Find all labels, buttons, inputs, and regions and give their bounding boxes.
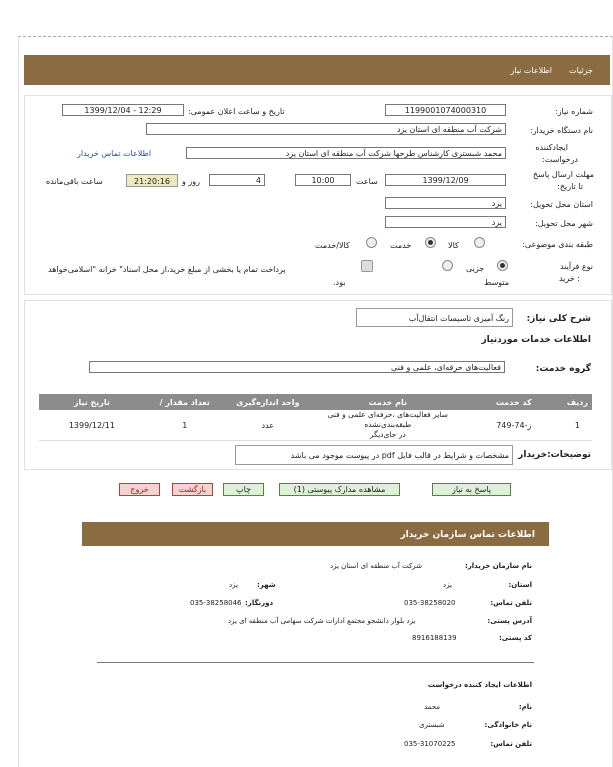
announce-date-field: 1399/12/04 - 12:29 <box>62 104 184 116</box>
creator-label-line2: درخواست: <box>542 155 578 164</box>
deadline-label-line2: تا تاریخ: <box>557 182 583 191</box>
left-border <box>18 36 19 767</box>
process-medium-label: متوسط <box>484 278 510 287</box>
cell-date: 1399/12/11 <box>39 410 145 441</box>
contact-address-value: یزد بلوار دانشجو مجتمع ادارات شرکت سهامی آب منطقه ای یزد <box>228 617 416 625</box>
creator-phone: 035-31070225 <box>404 740 456 748</box>
cell-name-line1: سایر فعالیت‌های ،حرفه‌ای علمی و فنی طبقه‌بندی‌نشده <box>327 410 448 429</box>
creator-last-name-label: نام خانوادگی: <box>484 721 532 729</box>
reply-button[interactable]: پاسخ به نیاز <box>432 483 511 496</box>
print-button[interactable]: چاپ <box>223 483 264 496</box>
category-service-radio[interactable] <box>425 237 436 248</box>
contact-province-label: استان: <box>508 581 532 589</box>
category-service-label: خدمت <box>390 241 412 250</box>
payment-note-line2: بود. <box>333 278 346 287</box>
deadline-date-field: 1399/12/09 <box>385 174 506 186</box>
need-description-field: رنگ آمیزی تاسیسات انتقال‌آب <box>356 308 513 327</box>
category-goods-service-radio[interactable] <box>366 237 377 248</box>
contact-header <box>82 522 549 546</box>
contact-phone-value: 035-38258020 <box>404 599 456 607</box>
category-goods-radio[interactable] <box>474 237 485 248</box>
col-unit: واحد اندازه‌گیری <box>225 394 311 410</box>
treasury-payment-checkbox[interactable] <box>361 260 373 272</box>
process-label-line2: : خرید <box>558 274 580 283</box>
process-medium-radio[interactable] <box>442 260 453 271</box>
remaining-time-label: ساعت باقی‌مانده <box>46 177 103 186</box>
exit-button[interactable]: خروج <box>119 483 160 496</box>
contact-org-label: نام سازمان خریدار: <box>464 562 532 570</box>
creator-phone-label: تلفن تماس: <box>490 740 532 748</box>
process-partial-label: جزیی <box>466 264 485 273</box>
service-group-label: گروه خدمت: <box>535 364 591 374</box>
contact-city-value: یزد <box>229 581 238 589</box>
services-heading: اطلاعات خدمات موردنیاز <box>481 335 591 345</box>
creator-field: محمد شبستری کارشناس طرحها شرکت آب منطقه ای استان یزد <box>186 147 506 159</box>
cell-row: 1 <box>563 410 592 441</box>
col-name: نام خدمت <box>311 394 465 410</box>
header-bar <box>24 55 610 85</box>
cell-unit: عدد <box>225 410 311 441</box>
contact-fax-label: دورنگار: <box>245 599 274 607</box>
announce-date-label: تاریخ و ساعت اعلان عمومی: <box>188 107 285 116</box>
buyer-org-field: شرکت آب منطقه ای استان یزد <box>146 123 506 135</box>
contact-province-value: یزد <box>443 581 452 589</box>
process-partial-radio[interactable] <box>497 260 508 271</box>
cell-qty: 1 <box>145 410 225 441</box>
col-code: کد خدمت <box>465 394 563 410</box>
contact-divider <box>97 662 534 663</box>
table-header-row <box>39 394 592 410</box>
deadline-time-label: ساعت <box>356 177 378 186</box>
city-field: یزد <box>385 216 506 228</box>
need-number-label: شماره نیاز: <box>555 107 593 116</box>
contact-org-value: شرکت آب منطقه ای استان یزد <box>330 562 423 570</box>
col-qty: تعداد مقدار / <box>145 394 225 410</box>
need-description-label: شرح کلی نیاز: <box>526 314 591 324</box>
category-goods-label: کالا <box>448 241 459 250</box>
category-goods-service-label: کالا/خدمت <box>315 241 350 250</box>
process-label-line1: نوع فرآیند <box>560 262 593 271</box>
buyer-org-label: نام دستگاه خریدار: <box>530 126 593 135</box>
payment-note-line1: پرداخت تمام یا بخشی از مبلغ خرید،از محل اسناد" خزانه "اسلامی‌خواهد <box>48 265 286 274</box>
province-label: استان محل تحویل: <box>530 200 593 209</box>
attachments-button[interactable]: مشاهده مدارک پیوستی (1) <box>279 483 400 496</box>
service-group-field: فعالیت‌های حرفه‌ای، علمی و فنی <box>89 361 505 373</box>
creator-first-name-label: نام: <box>518 703 532 711</box>
contact-address-label: آدرس پستی: <box>487 617 532 625</box>
buyer-notes-label: توضیحات:خریدار <box>518 450 591 460</box>
tab-need-info[interactable]: اطلاعات نیاز <box>510 66 552 75</box>
category-label: طبقه بندی موضوعی: <box>522 240 593 249</box>
back-button[interactable]: بازگشت <box>172 483 213 496</box>
creator-label-line1: ایجادکننده <box>535 143 568 152</box>
contact-fax-value: 035-38258046 <box>190 599 242 607</box>
creator-last-name: شبستری <box>419 721 445 729</box>
tab-details[interactable]: جزئیات <box>569 66 593 75</box>
need-number-field: 1199001074000310 <box>385 104 506 116</box>
city-label: شهر محل تحویل: <box>535 219 593 228</box>
cell-name-line2: در جای‌دیگر <box>369 430 406 439</box>
cell-code: ز-74-749 <box>465 410 563 441</box>
col-date: تاریخ نیاز <box>39 394 145 410</box>
creator-first-name: محمد <box>424 703 440 711</box>
contact-postal-label: کد پستی: <box>498 634 532 642</box>
contact-postal-value: 8916188139 <box>412 634 457 642</box>
col-row: ردیف <box>563 394 592 410</box>
contact-heading: اطلاعات تماس سازمان خریدار <box>400 530 535 540</box>
province-field: یزد <box>385 197 506 209</box>
top-divider <box>18 36 613 37</box>
creator-info-heading: اطلاعات ایجاد کننده درخواست <box>427 681 532 689</box>
contact-city-label: شهر: <box>257 581 276 589</box>
buyer-contact-link[interactable]: اطلاعات تماس خریدار <box>77 149 152 158</box>
deadline-time-field: 10:00 <box>295 174 351 186</box>
days-remaining-field: 4 <box>209 174 265 186</box>
deadline-label-line1: مهلت ارسال پاسخ <box>532 170 594 179</box>
contact-phone-label: تلفن تماس: <box>490 599 532 607</box>
days-label: روز و <box>182 177 200 186</box>
cell-name <box>311 410 465 441</box>
services-table <box>39 394 592 441</box>
remaining-time-field: 21:20:16 <box>126 174 178 187</box>
buyer-notes-field: مشخصات و شرایط در قالب فایل pdf در پیوست موجود می باشد <box>235 445 513 465</box>
table-row <box>39 410 592 441</box>
